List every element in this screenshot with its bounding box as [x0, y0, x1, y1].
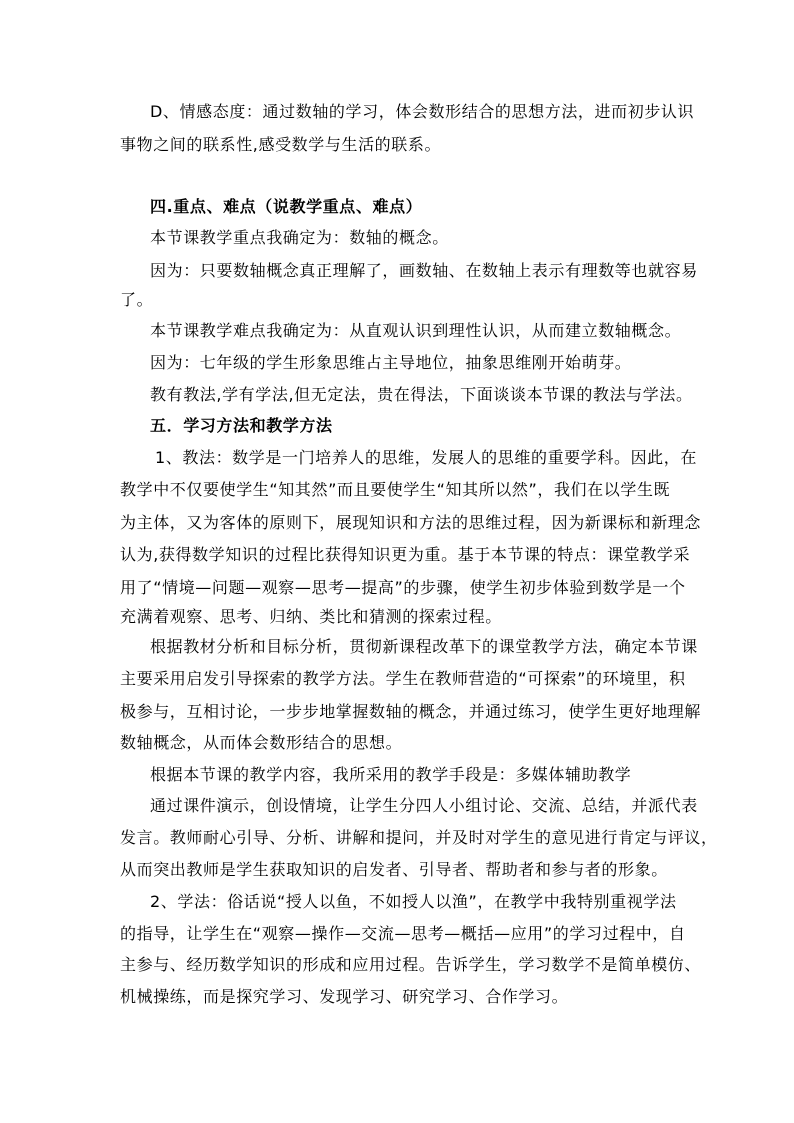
teach-method-line-4: 认为,获得数学知识的过程比获得知识更为重。基于本节课的特点：课堂教学采	[120, 545, 691, 564]
affect-line-2: 事物之间的联系性,感受数学与生活的联系。	[120, 135, 442, 154]
learn-method-line-1: 2、学法：俗话说“授人以鱼，不如授人以渔”，在教学中我特别重视学法	[150, 892, 677, 911]
teach-method-line-6: 充满着观察、思考、归纳、类比和猜测的探索过程。	[120, 607, 502, 626]
difficulty-reason-text: 因为：七年级的学生形象思维占主导地位，抽象思维刚开始萌芽。	[150, 353, 632, 372]
section5-heading: 五．学习方法和教学方法	[150, 416, 333, 435]
learn-method-line-4: 机械操练，而是探究学习、发现学习、研究学习、合作学习。	[120, 987, 569, 1006]
learn-method-line-3: 主参与、经历数学知识的形成和应用过程。告诉学生，学习数学不是简单模仿、	[120, 955, 702, 974]
teach-method-line-3: 为主体，又为客体的原则下，展现知识和方法的思维过程，因为新课标和新理念	[120, 513, 702, 532]
difficulty-text: 本节课教学难点我确定为：从直观认识到理性认识，从而建立数轴概念。	[150, 321, 682, 340]
courseware-line-1: 通过课件演示，创设情境，让学生分四人小组讨论、交流、总结，并派代表	[150, 796, 698, 815]
means-text: 根据本节课的教学内容，我所采用的教学手段是：多媒体辅助教学	[150, 765, 632, 784]
key-point-text: 本节课教学重点我确定为：数轴的概念。	[150, 228, 449, 247]
learn-method-line-2: 的指导，让学生在“观察—操作—交流—思考—概括—应用”的学习过程中，自	[120, 924, 686, 943]
courseware-line-3: 从而突出教师是学生获取知识的启发者、引导者、帮助者和参与者的形象。	[120, 860, 668, 879]
teach-method-line-1: 1、教法：数学是一门培养人的思维，发展人的思维的重要学科。因此，在	[155, 448, 697, 467]
teach-method-line-2: 教学中不仅要使学生“知其然”而且要使学生“知其所以然”，我们在以学生既	[120, 480, 671, 499]
analysis-line-1: 根据教材分析和目标分析，贯彻新课程改革下的课堂教学方法，确定本节课	[150, 637, 698, 656]
teach-method-line-5: 用了“情境—问题—观察—思考—提高”的步骤，使学生初步体验到数学是一个	[120, 578, 686, 597]
analysis-line-3: 极参与，互相讨论，一步步地掌握数轴的概念，并通过练习，使学生更好地理解	[120, 702, 702, 721]
analysis-line-4: 数轴概念，从而体会数形结合的思想。	[120, 733, 403, 752]
section4-heading: 四.重点、难点（说教学重点、难点）	[150, 197, 423, 216]
key-reason-line-1: 因为：只要数轴概念真正理解了，画数轴、在数轴上表示有理数等也就容易	[150, 261, 698, 280]
courseware-line-2: 发言。教师耐心引导、分析、讲解和提问，并及时对学生的意见进行肯定与评议，	[120, 828, 718, 847]
affect-line-1: D、情感态度：通过数轴的学习，体会数形结合的思想方法，进而初步认识	[150, 102, 695, 121]
analysis-line-2: 主要采用启发引导探索的教学方法。学生在教师营造的“可探索”的环境里，积	[120, 669, 686, 688]
teaching-motto-text: 教有教法,学有学法,但无定法，贵在得法，下面谈谈本节课的教法与学法。	[150, 385, 693, 404]
key-reason-line-2: 了。	[120, 290, 154, 309]
